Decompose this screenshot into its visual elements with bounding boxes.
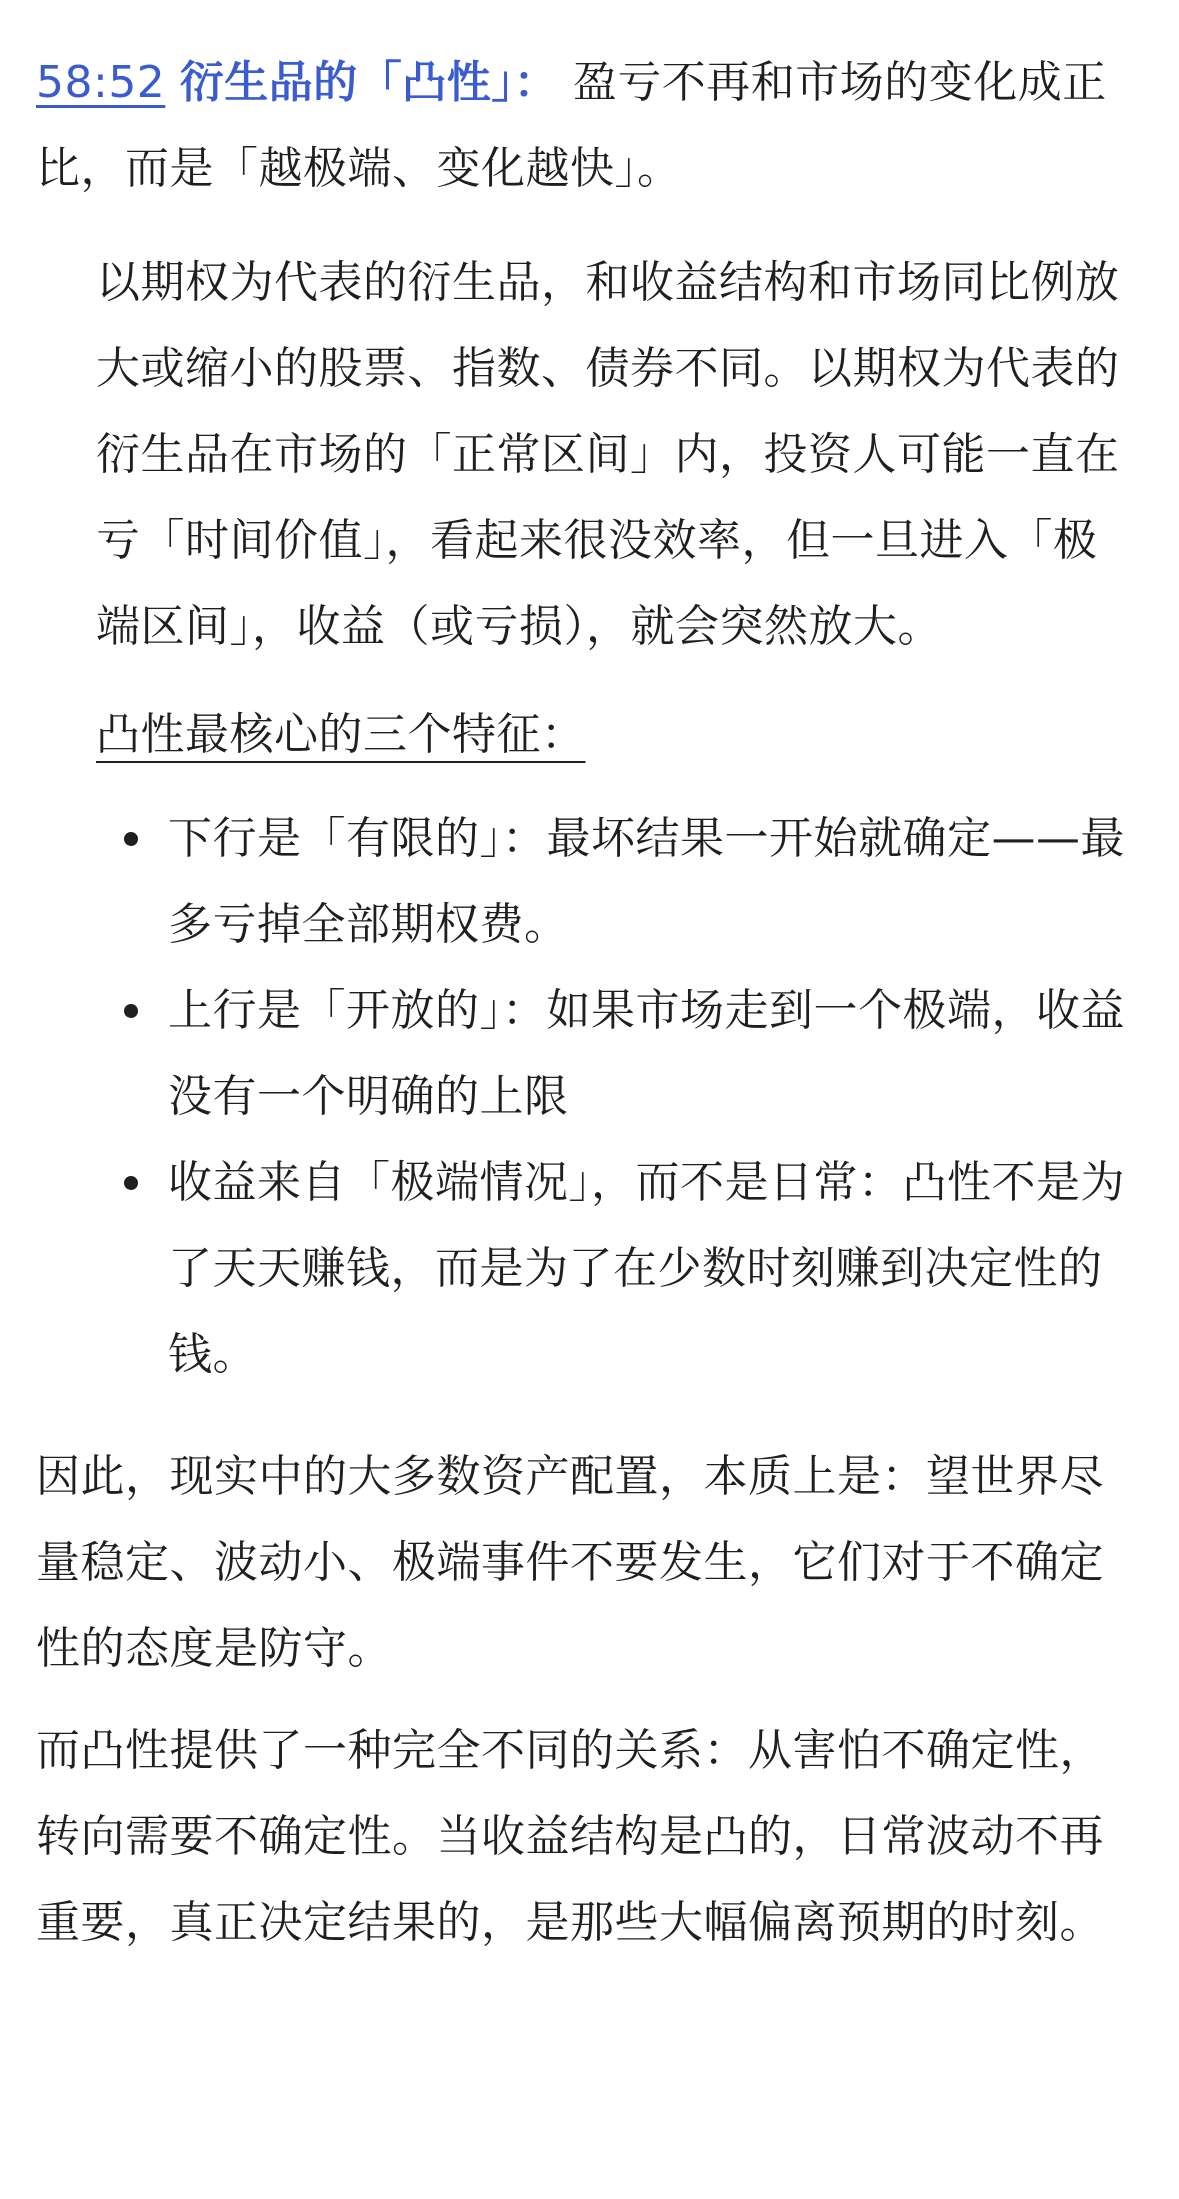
features-list — [96, 796, 1126, 1398]
intro-text: 盈亏不再和市场的变化成正比，而是「越极端、变化越快」。 — [36, 57, 1107, 194]
list-item — [96, 796, 1126, 968]
indented-block — [96, 240, 1126, 1398]
list-item — [96, 968, 1126, 1140]
feature-text: 上行是「开放的」：如果市场走到一个极端，收益没有一个明确的上限 — [168, 985, 1125, 1122]
bullet-icon — [124, 1004, 138, 1018]
article-content — [36, 40, 1126, 1966]
features-subheading: 凸性最核心的三个特征： — [96, 709, 586, 760]
quote-paragraph: 以期权为代表的衍生品，和收益结构和市场同比例放大或缩小的股票、指数、债券不同。以期权为代表的衍生品在市场的「正常区间」内，投资人可能一直在亏「时间价值」，看起来很没效率，但一旦进入「极端区间」，收益（或亏损），就会突然放大。 — [96, 257, 1120, 652]
timestamp-link[interactable]: 58:52 — [36, 57, 166, 108]
feature-text: 收益来自「极端情况」，而不是日常：凸性不是为了天天赚钱，而是为了在少数时刻赚到决定性的钱。 — [168, 1157, 1125, 1380]
list-item — [96, 1140, 1126, 1398]
bullet-icon — [124, 1176, 138, 1190]
section-title: 衍生品的「凸性」： — [179, 57, 559, 108]
body-paragraph-2: 而凸性提供了一种完全不同的关系：从害怕不确定性，转向需要不确定性。当收益结构是凸的，日常波动不再重要，真正决定结果的，是那些大幅偏离预期的时刻。 — [36, 1725, 1104, 1948]
bullet-icon — [124, 832, 138, 846]
intro-paragraph — [36, 40, 1126, 212]
feature-text: 下行是「有限的」：最坏结果一开始就确定——最多亏掉全部期权费。 — [168, 813, 1125, 950]
body-paragraph-1: 因此，现实中的大多数资产配置，本质上是：望世界尽量稳定、波动小、极端事件不要发生，它们对于不确定性的态度是防守。 — [36, 1451, 1104, 1674]
